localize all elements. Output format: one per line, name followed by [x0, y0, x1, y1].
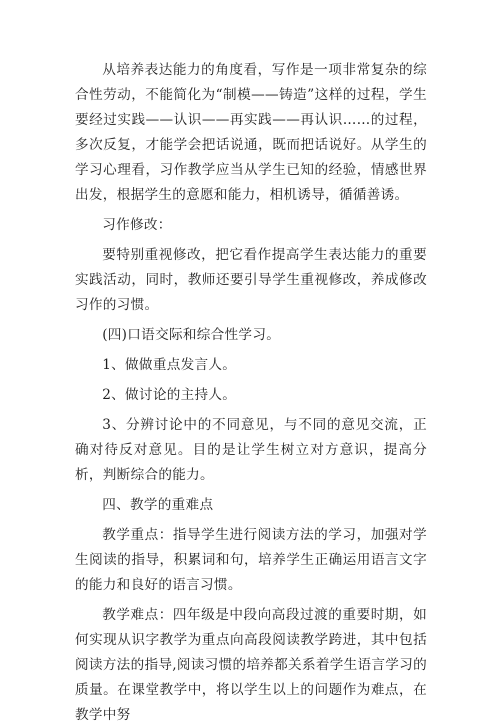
section-heading-key-points: 四、教学的重难点 [102, 497, 214, 513]
paragraph-teaching-difficulty: 教学难点：四年级是中段向高段过渡的重要时期，如何实现从识字教学为重点向高段阅读教学跨进，其中包括阅读方法的指导,阅读习惯的培养都关系着学生语言学习的质量。在课堂教学中，将以学生以上的问题作为难点，在教学中努 [75, 607, 427, 723]
paragraph-writing-ability: 从培养表达能力的角度看，写作是一项非常复杂的综合性劳动，不能简化为“制模——铸造”这样的过程，学生要经过实践——认识——再实践——再认识……的过程，多次反复，才能学会把话说通，既而把话说好。从学生的学习心理看，习作教学应当从学生已知的经验，情感世界出发，根据学生的意愿和能力，相机诱导，循循善诱。 [75, 62, 427, 203]
paragraph-revision: 要特别重视修改，把它看作提高学生表达能力的重要实践活动，同时，教师还要引导学生重视修改，养成修改习作的习惯。 [75, 247, 427, 313]
document-body [75, 58, 427, 728]
list-item-1: 1、做做重点发言人。 [102, 357, 237, 373]
heading-oral-communication: (四)口语交际和综合性学习。 [102, 327, 281, 343]
heading-composition-revision: 习作修改： [102, 217, 172, 233]
list-item-3: 3、分辨讨论中的不同意见，与不同的意见交流，正确对待反对意见。目的是让学生树立对方意识，提高分析，判断综合的能力。 [75, 417, 427, 483]
paragraph-teaching-focus: 教学重点：指导学生进行阅读方法的学习，加强对学生阅读的指导，积累词和句，培养学生正确运用语言文字的能力和良好的语言习惯。 [75, 527, 427, 593]
list-item-2: 2、做讨论的主持人。 [102, 387, 237, 403]
